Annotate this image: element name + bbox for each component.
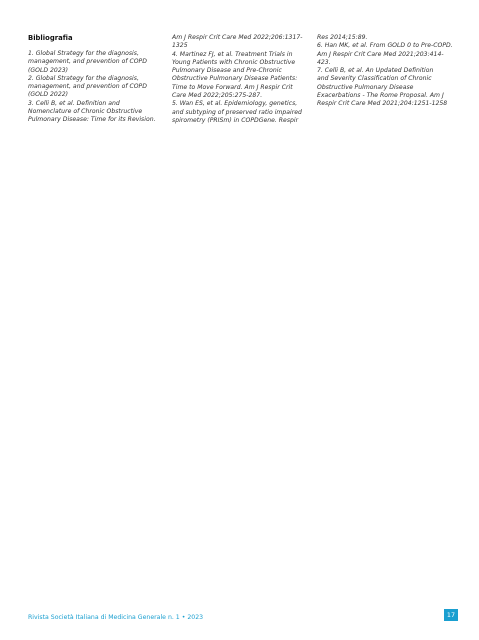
reference-line: 5. Wan ES, et al. Epidemiology, genetics, <box>172 100 298 108</box>
reference-line: Am J Respir Crit Care Med 2022;206:1317- <box>172 34 303 41</box>
references-heading: Bibliografia <box>28 34 73 42</box>
reference-line: 4. Martinez FJ, et al. Treatment Trials in <box>172 50 293 58</box>
reference-line: Pulmonary Disease: Time for its Revision. <box>28 116 156 124</box>
reference-line: Am J Respir Crit Care Med 2021;203:414- <box>317 50 444 58</box>
reference-line: Pulmonary Disease and Pre-Chronic <box>172 67 282 75</box>
reference-line: Obstructive Pulmonary Disease <box>317 83 414 91</box>
reference-line: 1325 <box>172 42 188 50</box>
reference-line: and Severity Classification of Chronic <box>317 75 432 83</box>
references-column-1 <box>28 34 156 125</box>
reference-line: Obstructive Pulmonary Disease Patients: <box>172 75 298 83</box>
reference-line: management, and prevention of COPD <box>28 83 147 91</box>
references-column-2 <box>172 34 303 125</box>
reference-line: 1. Global Strategy for the diagnosis, <box>28 50 139 57</box>
reference-line: Exacerbations - The Rome Proposal. Am J <box>317 92 444 100</box>
page-number: 17 <box>444 609 458 621</box>
reference-line: 6. Han MK, et al. From GOLD 0 to Pre-COPD. <box>317 42 453 50</box>
reference-line: 3. Celli B, et al. Definition and <box>28 99 120 107</box>
reference-line: 2. Global Strategy for the diagnosis, <box>28 74 139 82</box>
reference-line: (GOLD 2023) <box>28 66 69 74</box>
references-column-3 <box>317 34 453 109</box>
reference-line: 7. Celli B, et al. An Updated Definition <box>317 67 434 75</box>
column-1-lines <box>28 50 156 125</box>
reference-line: Res 2014;15:89. <box>317 34 368 41</box>
reference-line: Care Med 2022;205:275-287. <box>172 92 263 100</box>
reference-line: spirometry (PRISm) in COPDGene. Respir <box>172 116 299 124</box>
reference-line: Time to Move Forward. Am J Respir Crit <box>172 83 293 91</box>
reference-line: Young Patients with Chronic Obstructive <box>172 58 296 66</box>
reference-line: (GOLD 2022) <box>28 91 69 99</box>
reference-line: Nomenclature of Chronic Obstructive <box>28 108 143 116</box>
reference-line: Respir Crit Care Med 2021;204:1251-1258 <box>317 100 448 108</box>
journal-footer: Rivista Società Italiana di Medicina Generale n. 1 • 2023 <box>28 614 204 621</box>
reference-line: 423. <box>317 58 331 66</box>
reference-line: management, and prevention of COPD <box>28 58 147 66</box>
reference-line: and subtyping of preserved ratio impaired <box>172 108 302 116</box>
